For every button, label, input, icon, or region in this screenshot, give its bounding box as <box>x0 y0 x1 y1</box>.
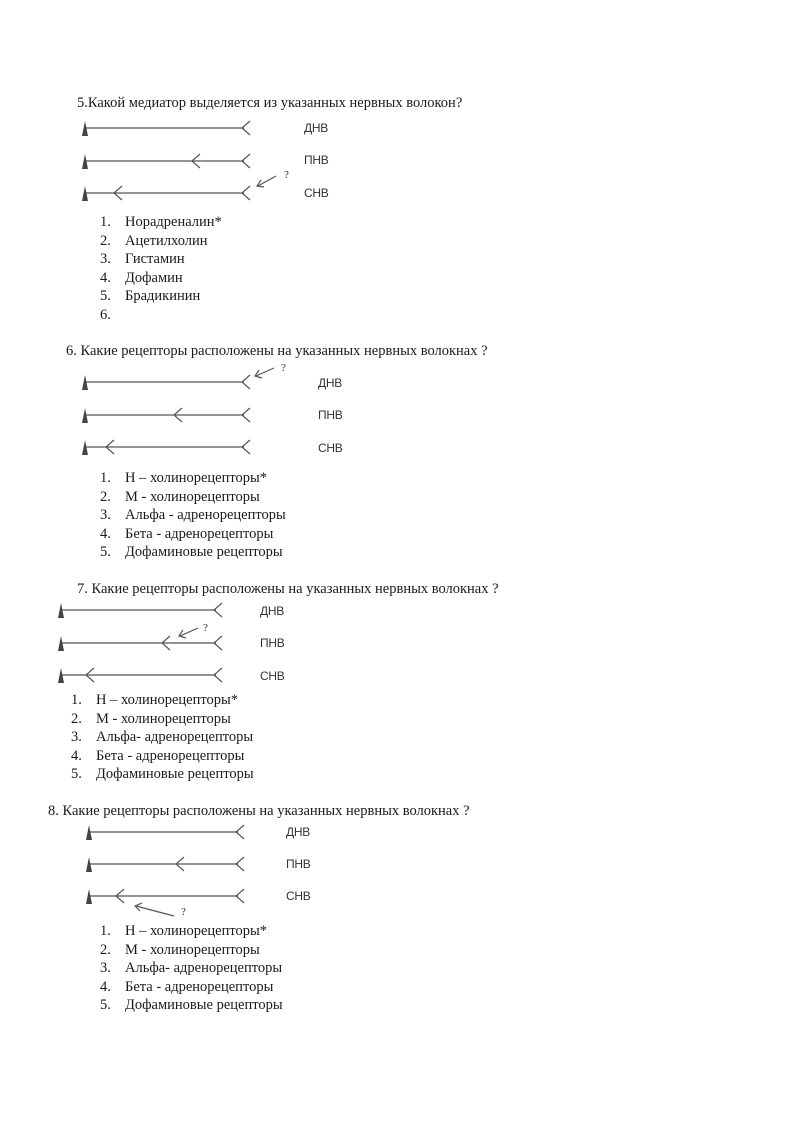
label-dnv: ДНВ <box>260 604 284 618</box>
question-6-fiber-diagram <box>78 360 398 460</box>
question-7-title: 7. Какие рецепторы расположены на указанных нервных волокнах ? <box>77 581 499 597</box>
answer-item: 2. М - холинорецепторы <box>100 941 260 958</box>
answer-item: 3. Гистамин <box>100 251 185 268</box>
label-pnv: ПНВ <box>318 408 343 422</box>
answer-item: 1. Н – холинорецепторы* <box>100 470 268 486</box>
question-8-title: 8. Какие рецепторы расположены на указанных нервных волокнах ? <box>48 803 470 819</box>
label-snv: СНВ <box>318 441 343 455</box>
answer-item: 3. Альфа- адренорецепторы <box>71 729 254 746</box>
question-8-answers <box>100 922 283 1015</box>
question-6-answers <box>100 469 286 562</box>
answer-item: 1. Норадреналин* <box>100 214 222 230</box>
question-5-title: 5.Какой медиатор выделяется из указанных нервных волокон? <box>77 95 463 111</box>
answer-item: 5. Дофаминовые рецепторы <box>100 997 283 1014</box>
answer-item: 4. Бета - адренорецепторы <box>100 978 274 995</box>
label-dnv: ДНВ <box>304 121 328 135</box>
answer-item: 2. Ацетилхолин <box>100 232 208 249</box>
answer-item: 5. Дофаминовые рецепторы <box>100 544 283 561</box>
label-pnv: ПНВ <box>286 857 311 871</box>
question-mark: ? <box>284 169 289 181</box>
answer-item: 6. <box>100 306 111 323</box>
question-mark: ? <box>203 622 208 634</box>
question-mark: ? <box>181 906 186 918</box>
question-mark: ? <box>281 362 286 374</box>
answer-item: 3. Альфа - адренорецепторы <box>100 507 286 524</box>
label-snv: СНВ <box>304 186 329 200</box>
answer-item: 1. Н – холинорецепторы* <box>100 923 268 939</box>
label-pnv: ПНВ <box>304 153 329 167</box>
answer-item: 5. Брадикинин <box>100 288 201 305</box>
question-8-fiber-diagram <box>82 820 362 922</box>
question-5-answers <box>100 213 222 325</box>
label-snv: СНВ <box>286 889 311 903</box>
answer-item: 2. М - холинорецепторы <box>100 488 260 505</box>
label-pnv: ПНВ <box>260 636 285 650</box>
answer-item: 4. Дофамин <box>100 269 183 286</box>
question-7-fiber-diagram <box>54 598 354 690</box>
question-5-fiber-diagram <box>78 116 398 206</box>
answer-item: 4. Бета - адренорецепторы <box>71 747 245 764</box>
answer-item: 4. Бета - адренорецепторы <box>100 525 274 542</box>
label-dnv: ДНВ <box>318 376 342 390</box>
label-snv: СНВ <box>260 669 285 683</box>
question-7-answers <box>71 691 254 784</box>
answer-item: 2. М - холинорецепторы <box>71 710 231 727</box>
answer-item: 3. Альфа- адренорецепторы <box>100 960 283 977</box>
question-6-title: 6. Какие рецепторы расположены на указанных нервных волокнах ? <box>66 343 488 359</box>
answer-item: 1. Н – холинорецепторы* <box>71 692 239 708</box>
label-dnv: ДНВ <box>286 825 310 839</box>
answer-item: 5. Дофаминовые рецепторы <box>71 766 254 783</box>
